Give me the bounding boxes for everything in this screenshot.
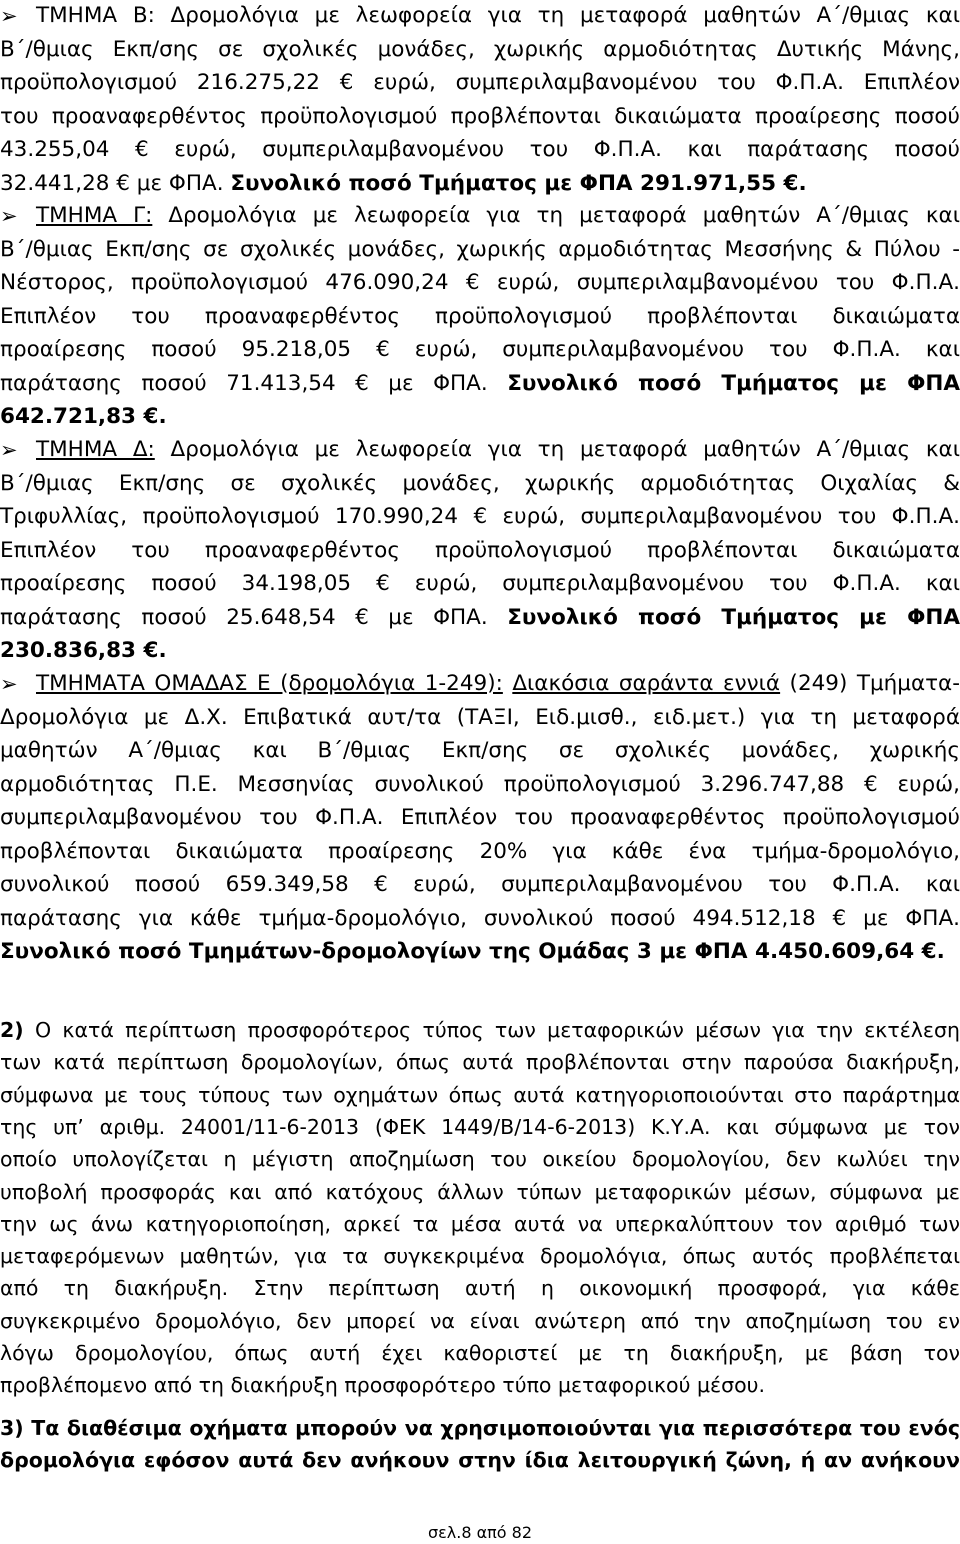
text-run: 43.255,04 € ευρώ, συμπεριλαμβανομένου του Φ.Π.Α. και παράτασης ποσού <box>0 137 960 162</box>
text-line <box>0 1014 960 1046</box>
bullet-arrow-icon: ➢ <box>0 204 18 228</box>
text-line <box>0 535 960 567</box>
text-run: οποίο υπολογίζεται η μέγιστη αποζημίωση του οικείου δρομολογίου, δεν κωλύει την <box>0 1147 960 1171</box>
bullet-arrow-icon: ➢ <box>0 672 18 696</box>
text-run: συμπεριλαμβανομένου του Φ.Π.Α. Επιπλέον του προαναφερθέντος προϋπολογισμού <box>0 805 960 830</box>
text-line <box>0 735 960 767</box>
text-run: Συνολικό ποσό Τμήματος με ΦΠΑ 291.971,55 €. <box>230 171 807 196</box>
text-run: ΤΜΗΜΑΤΑ ΟΜΑΔΑΣ Ε (δρομολόγια 1-249): <box>36 671 503 696</box>
text-run: λόγω δρομολογίου, όπως αυτή έχει καθοριστεί με τη διακήρυξη, με βάση τον <box>0 1341 960 1365</box>
text-run: παράτασης για κάθε τμήμα-δρομολόγιο, συνολικού ποσού 494.512,18 € με ΦΠΑ. <box>0 906 960 931</box>
text-run: 642.721,83 €. <box>0 404 167 429</box>
text-line <box>0 936 960 968</box>
text-line <box>0 602 960 634</box>
text-run: Νέστορος, προϋπολογισμού 476.090,24 € ευρώ, συμπεριλαμβανομένου του Φ.Π.Α. <box>0 270 960 295</box>
text-run: μαθητών Α΄/θμιας και Β΄/θμιας Εκπ/σης σε σχολικές μονάδες, χωρικής <box>0 738 960 763</box>
text-line <box>0 1272 960 1304</box>
text-line <box>0 1337 960 1369</box>
text-run: Β΄/θμιας Εκπ/σης σε σχολικές μονάδες, χωρικής αρμοδιότητας Οιχαλίας & <box>0 471 960 496</box>
text-line <box>0 802 960 834</box>
text-run: του προαναφερθέντος προϋπολογισμού προβλέπονται δικαιώματα προαίρεσης ποσού <box>0 104 960 129</box>
text-run: προϋπολογισμού 216.275,22 € ευρώ, συμπεριλαμβανομένου του Φ.Π.Α. Επιπλέον <box>0 70 960 95</box>
text-line <box>0 34 960 66</box>
text-line <box>0 1111 960 1143</box>
text-line <box>0 1079 960 1111</box>
text-run: 32.441,28 € με ΦΠΑ. <box>0 171 231 196</box>
text-run: Διακόσια σαράντα εννιά <box>512 671 781 696</box>
text-line <box>36 0 960 32</box>
text-run: συγκεκριμένο δρομολόγιο, δεν μπορεί να είναι ανώτερη από την αποζημίωση του εν <box>0 1309 960 1333</box>
text-run: 230.836,83 €. <box>0 638 167 663</box>
text-run: της υπ’ αριθμ. 24001/11-6-2013 (ΦΕΚ 1449/Β/14-6-2013) Κ.Υ.Α. και σύμφωνα με τον <box>0 1115 960 1139</box>
text-run: ΤΜΗΜΑ Δ: <box>36 437 155 462</box>
text-line <box>0 1305 960 1337</box>
text-line <box>0 401 960 433</box>
text-run: 3) Τα διαθέσιμα οχήματα μπορούν να χρησιμοποιούνται για περισσότερα του ενός <box>0 1416 960 1440</box>
text-run: μεταφερόμενων μαθητών, για τα συγκεκριμένα δρομολόγια, όπως αυτός προβλέπεται <box>0 1244 960 1268</box>
text-line <box>0 1412 960 1444</box>
text-run: δρομολόγια εφόσον αυτά δεν ανήκουν στην ίδια λειτουργική ζώνη, ή αν ανήκουν <box>0 1448 960 1472</box>
text-line <box>0 869 960 901</box>
text-line <box>0 468 960 500</box>
text-run: παράτασης ποσού 25.648,54 € με ΦΠΑ. <box>0 605 508 630</box>
text-line <box>0 1143 960 1175</box>
text-line <box>0 501 960 533</box>
text-run: Δρομολόγια με λεωφορεία για τη μεταφορά μαθητών Α΄/θμιας και <box>154 437 960 462</box>
text-line <box>0 101 960 133</box>
text-run: από τη διακήρυξη. Στην περίπτωση αυτή η οικονομική προσφορά, για κάθε <box>0 1276 960 1300</box>
text-line <box>0 1240 960 1272</box>
text-line <box>0 67 960 99</box>
text-run: αρμοδιότητας Π.Ε. Μεσσηνίας συνολικού προϋπολογισμού 3.296.747,88 € ευρώ, <box>0 772 960 797</box>
text-line <box>0 635 960 667</box>
text-run: Συνολικό ποσό Τμήματος με ΦΠΑ <box>507 605 960 630</box>
text-run: ΤΜΗΜΑ Β: Δρομολόγια με λεωφορεία για τη μεταφορά μαθητών Α΄/θμιας και <box>36 3 960 28</box>
text-run: Συνολικό ποσό Τμημάτων-δρομολογίων της Ομάδας 3 με ΦΠΑ 4.450.609,64 €. <box>0 939 945 964</box>
text-line <box>0 334 960 366</box>
text-line <box>36 668 960 700</box>
text-run: υποβολή προσφοράς και από κατόχους άλλων τύπων μεταφορικών μέσων, σύμφωνα με <box>0 1180 960 1204</box>
text-line <box>0 1176 960 1208</box>
page-footer: σελ.8 από 82 <box>427 1523 533 1542</box>
text-run: (249) Τμήματα- <box>780 671 960 696</box>
text-line <box>0 1444 960 1476</box>
text-line <box>0 903 960 935</box>
text-run: ΤΜΗΜΑ Γ: <box>36 203 153 228</box>
text-line <box>0 134 960 166</box>
bullet-arrow-icon: ➢ <box>0 4 18 28</box>
text-run: Ο κατά περίπτωση προσφορότερος τύπος των μεταφορικών μέσων για την εκτέλεση <box>23 1018 960 1042</box>
text-line <box>0 1208 960 1240</box>
text-line <box>0 836 960 868</box>
text-line <box>0 1369 960 1401</box>
text-run <box>503 671 512 696</box>
text-run: προβλέπομενο από τη διακήρυξη προσφορότερο τύπο μεταφορικού μέσου. <box>0 1373 765 1397</box>
text-run: την ως άνω κατηγοριοποίηση, αρκεί τα μέσα αυτά να υπερκαλύπτουν τον αριθμό των <box>0 1212 960 1236</box>
text-run: 2) <box>0 1018 24 1042</box>
text-line <box>0 168 960 200</box>
text-line <box>0 769 960 801</box>
text-line <box>36 434 960 466</box>
text-run: Επιπλέον του προαναφερθέντος προϋπολογισμού προβλέπονται δικαιώματα <box>0 304 960 329</box>
text-line <box>0 267 960 299</box>
text-line <box>0 301 960 333</box>
text-run: παράτασης ποσού 71.413,54 € με ΦΠΑ. <box>0 371 508 396</box>
text-run: Επιπλέον του προαναφερθέντος προϋπολογισμού προβλέπονται δικαιώματα <box>0 538 960 563</box>
text-line <box>0 702 960 734</box>
text-run: Β΄/θμιας Εκπ/σης σε σχολικές μονάδες, χωρικής αρμοδιότητας Δυτικής Μάνης, <box>0 37 960 62</box>
text-line <box>0 1046 960 1078</box>
text-run: Δρομολόγια με λεωφορεία για τη μεταφορά μαθητών Α΄/θμιας και <box>152 203 960 228</box>
text-line <box>0 568 960 600</box>
text-line <box>0 234 960 266</box>
text-run: προαίρεσης ποσού 95.218,05 € ευρώ, συμπεριλαμβανομένου του Φ.Π.Α. και <box>0 337 960 362</box>
text-run: των κατά περίπτωση δρομολογίων, όπως αυτά προβλέπονται στην παρούσα διακήρυξη, <box>0 1050 960 1074</box>
text-line <box>0 368 960 400</box>
text-run: σύμφωνα με τους τύπους των οχημάτων όπως αυτά κατηγοριοποιούνται στο παράρτημα <box>0 1083 960 1107</box>
text-run: προαίρεσης ποσού 34.198,05 € ευρώ, συμπεριλαμβανομένου του Φ.Π.Α. και <box>0 571 960 596</box>
text-line <box>36 200 960 232</box>
text-run: προβλέπονται δικαιώματα προαίρεσης 20% για κάθε ένα τμήμα-δρομολόγιο, <box>0 839 960 864</box>
text-run: συνολικού ποσού 659.349,58 € ευρώ, συμπεριλαμβανομένου του Φ.Π.Α. και <box>0 872 960 897</box>
text-run: Δρομολόγια με Δ.Χ. Επιβατικά αυτ/τα (ΤΑΞΙ, Ειδ.μισθ., ειδ.μετ.) για τη μεταφορά <box>0 705 960 730</box>
text-run: Συνολικό ποσό Τμήματος με ΦΠΑ <box>507 371 960 396</box>
text-run: Β΄/θμιας Εκπ/σης σε σχολικές μονάδες, χωρικής αρμοδιότητας Μεσσήνης & Πύλου - <box>0 237 960 262</box>
text-run: Τριφυλλίας, προϋπολογισμού 170.990,24 € ευρώ, συμπεριλαμβανομένου του Φ.Π.Α. <box>0 504 960 529</box>
bullet-arrow-icon: ➢ <box>0 438 18 462</box>
